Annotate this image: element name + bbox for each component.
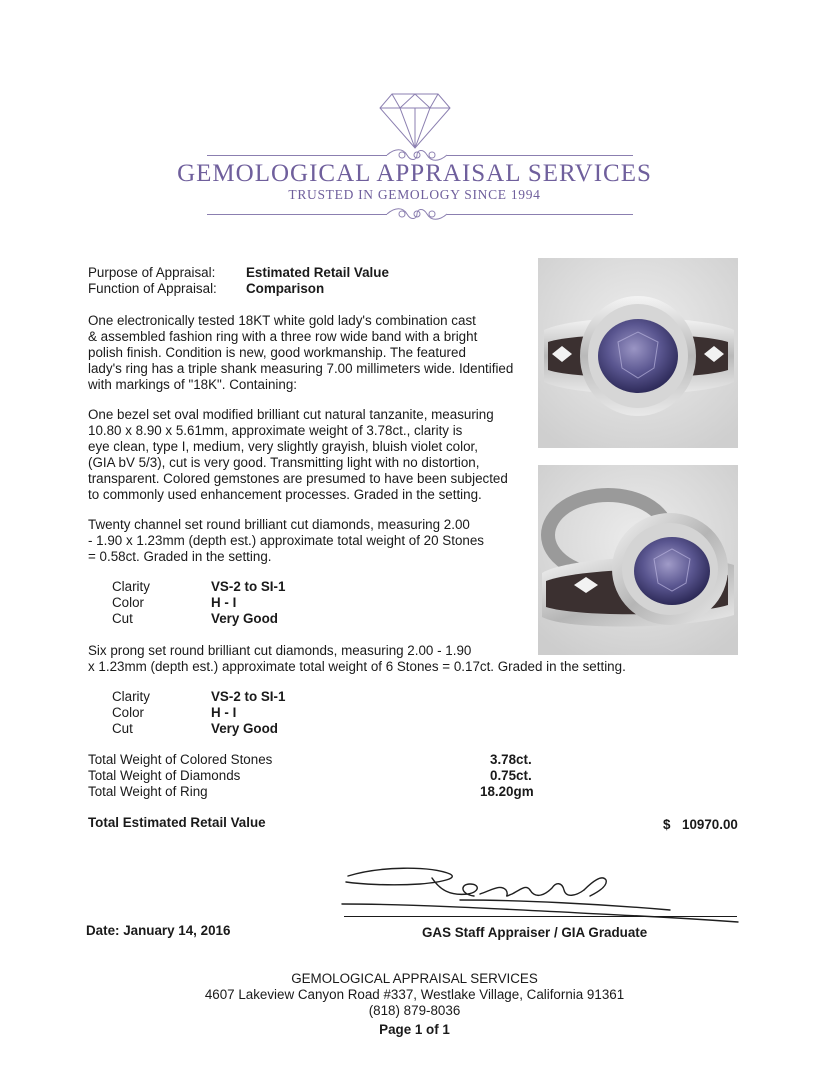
purpose-value: Estimated Retail Value: [246, 265, 389, 280]
intro-line: with markings of "18K". Containing:: [88, 377, 297, 392]
flourish-bottom-icon: [385, 205, 449, 223]
header-rule-bottom-right: [447, 214, 633, 215]
intro-paragraph: [88, 313, 528, 393]
ring-photo-top: [538, 258, 738, 448]
channel-diamonds-paragraph: [88, 517, 528, 565]
ring-angle-view-image: [538, 465, 738, 655]
channel-color-value: H - I: [211, 595, 237, 610]
prong-color-value: H - I: [211, 705, 237, 720]
prong-cut-value: Very Good: [211, 721, 278, 736]
tanzanite-line: 10.80 x 8.90 x 5.61mm, approximate weight of 3.78ct., clarity is: [88, 423, 463, 438]
channel-cut-value: Very Good: [211, 611, 278, 626]
diamond-logo-icon: [378, 90, 452, 150]
appraiser-signature: [340, 860, 740, 932]
prong-cut-label: Cut: [112, 721, 133, 736]
footer-phone: (818) 879-8036: [368, 1003, 461, 1018]
prong-line: Six prong set round brilliant cut diamonds, measuring 2.00 - 1.90: [88, 643, 472, 658]
channel-cut-label: Cut: [112, 611, 133, 626]
prong-line: x 1.23mm (depth est.) approximate total weight of 6 Stones = 0.17ct. Graded in the setting.: [88, 659, 626, 674]
footer-address: 4607 Lakeview Canyon Road #337, Westlake Village, California 91361: [204, 987, 625, 1002]
channel-clarity-value: VS-2 to SI-1: [211, 579, 286, 594]
appraiser-title: GAS Staff Appraiser / GIA Graduate: [422, 925, 648, 940]
footer-org: GEMOLOGICAL APPRAISAL SERVICES: [291, 971, 538, 986]
header-rule-top-right: [447, 155, 633, 156]
prong-clarity-value: VS-2 to SI-1: [211, 689, 286, 704]
channel-color-label: Color: [112, 595, 144, 610]
tanzanite-line: One bezel set oval modified brilliant cut natural tanzanite, measuring: [88, 407, 494, 422]
channel-line: - 1.90 x 1.23mm (depth est.) approximate total weight of 20 Stones: [88, 533, 484, 548]
header-rule-top-left: [207, 155, 387, 156]
ring-photo-angle: [538, 465, 738, 655]
tanzanite-paragraph: [88, 407, 528, 503]
intro-line: lady's ring has a triple shank measuring 7.00 millimeters wide. Identified: [88, 361, 514, 376]
total-colored-value: 3.78ct.: [490, 752, 532, 767]
retail-amount: 10970.00: [682, 817, 738, 832]
org-tagline: TRUSTED IN GEMOLOGY SINCE 1994: [288, 187, 541, 202]
total-ring-value: 18.20gm: [480, 784, 534, 799]
prong-clarity-label: Clarity: [112, 689, 150, 704]
tanzanite-line: transparent. Colored gemstones are presumed to have been subjected: [88, 471, 508, 486]
prong-color-label: Color: [112, 705, 144, 720]
purpose-label: Purpose of Appraisal:: [88, 265, 216, 280]
channel-line: Twenty channel set round brilliant cut diamonds, measuring 2.00: [88, 517, 470, 532]
total-diamonds-label: Total Weight of Diamonds: [88, 768, 241, 783]
total-ring-label: Total Weight of Ring: [88, 784, 208, 799]
retail-label: Total Estimated Retail Value: [88, 815, 266, 830]
tanzanite-line: (GIA bV 5/3), cut is very good. Transmitting light with no distortion,: [88, 455, 480, 470]
channel-line: = 0.58ct. Graded in the setting.: [88, 549, 272, 564]
ring-top-view-image: [538, 258, 738, 448]
channel-clarity-label: Clarity: [112, 579, 150, 594]
signature-rule: [344, 916, 737, 917]
footer-page: Page 1 of 1: [379, 1022, 450, 1037]
tanzanite-line: eye clean, type I, medium, very slightly grayish, bluish violet color,: [88, 439, 478, 454]
header-rule-bottom-left: [207, 214, 387, 215]
intro-line: & assembled fashion ring with a three row wide band with a bright: [88, 329, 478, 344]
function-label: Function of Appraisal:: [88, 281, 217, 296]
tanzanite-line: to commonly used enhancement processes. Graded in the setting.: [88, 487, 482, 502]
total-colored-label: Total Weight of Colored Stones: [88, 752, 273, 767]
intro-line: polish finish. Condition is new, good workmanship. The featured: [88, 345, 466, 360]
retail-currency: $: [663, 817, 671, 832]
function-value: Comparison: [246, 281, 325, 296]
appraisal-date: Date: January 14, 2016: [86, 923, 231, 938]
intro-line: One electronically tested 18KT white gold lady's combination cast: [88, 313, 476, 328]
org-title: GEMOLOGICAL APPRAISAL SERVICES: [177, 160, 652, 187]
total-diamonds-value: 0.75ct.: [490, 768, 532, 783]
